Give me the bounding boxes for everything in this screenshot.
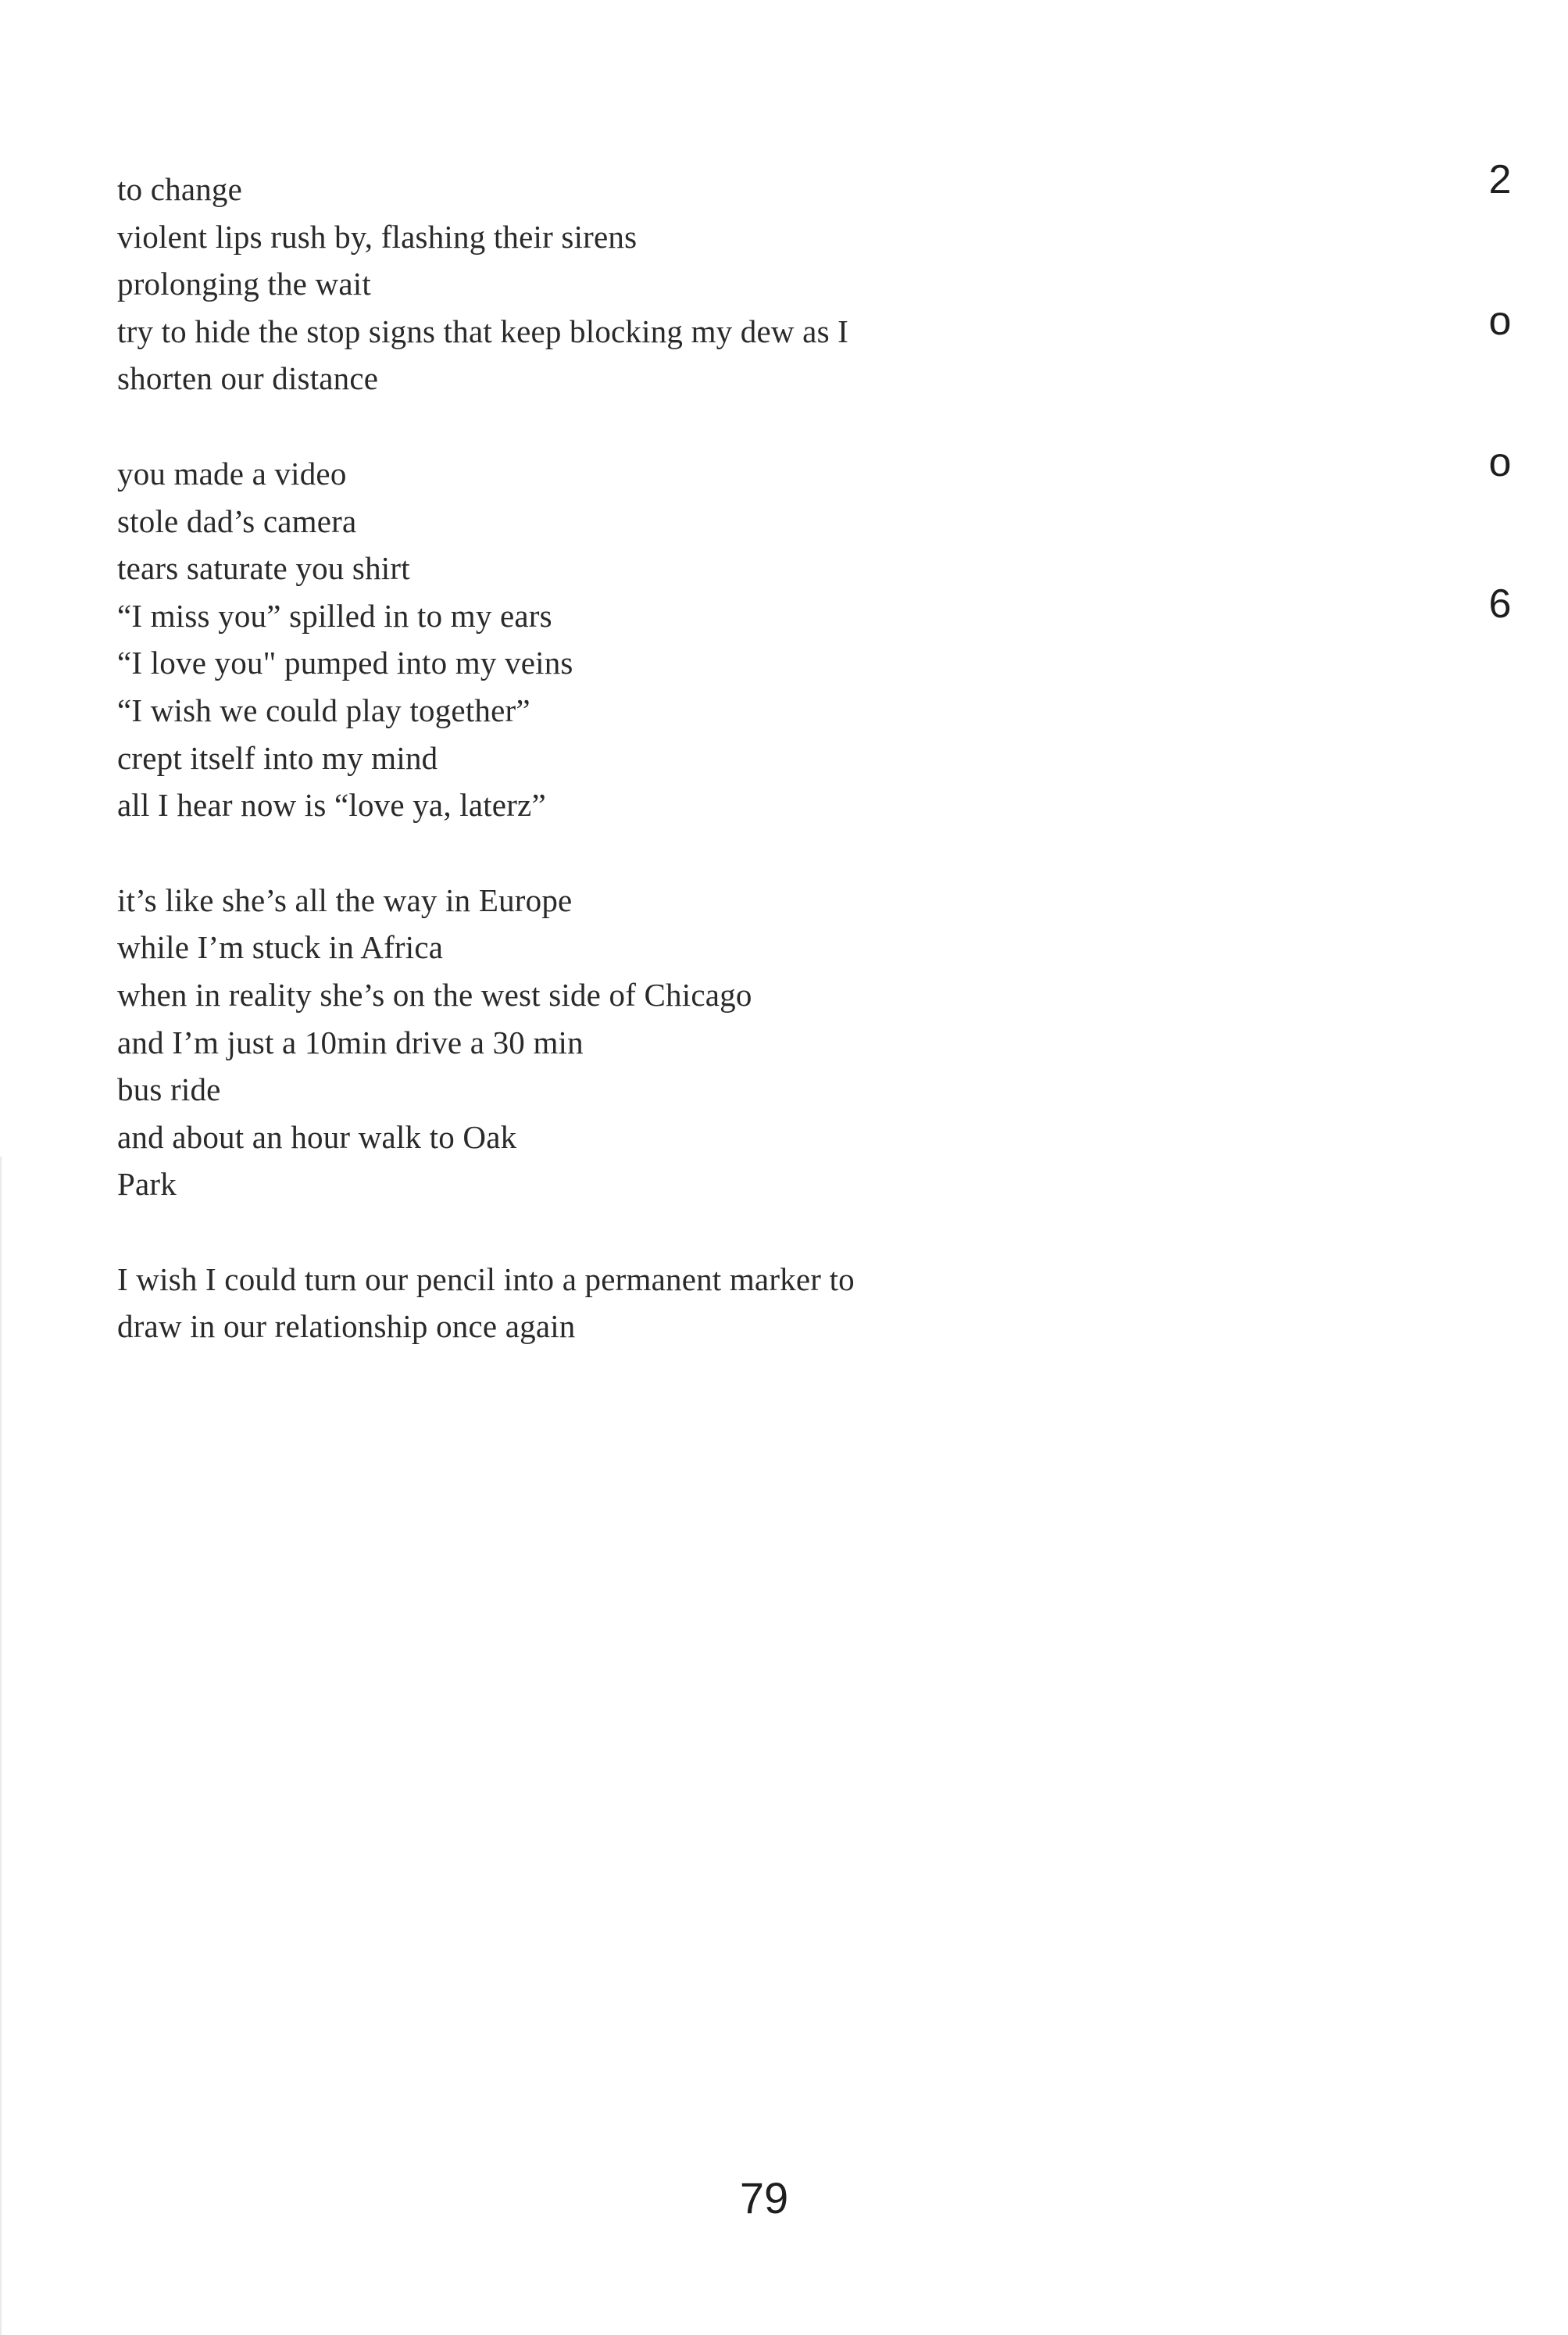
poem-line: all I hear now is “love ya, laterz” (117, 787, 546, 824)
year-digit: o (1488, 299, 1512, 344)
poem-line: violent lips rush by, flashing their sirens (117, 218, 638, 255)
poem-line: “I miss you” spilled in to my ears (117, 597, 552, 634)
stanza-4 (117, 1256, 1094, 1350)
poem-line: tears saturate you shirt (117, 550, 410, 587)
binding-edge (0, 1157, 2, 2335)
poem-line: and I’m just a 10min drive a 30 min (117, 1024, 584, 1060)
stanza-2 (117, 450, 1094, 829)
poem-line: you made a video (117, 455, 347, 492)
year-digit: 6 (1488, 581, 1512, 627)
poem-body (117, 166, 1094, 1350)
poem-line: bus ride (117, 1071, 221, 1108)
poem-line: shorten our distance (117, 360, 379, 397)
poem-line: it’s like she’s all the way in Europe (117, 881, 573, 918)
poem-line: draw in our relationship once again (117, 1308, 576, 1345)
poem-line: I wish I could turn our pencil into a permanent marker to (117, 1260, 855, 1297)
poem-line: try to hide the stop signs that keep blocking my dew as I (117, 313, 849, 349)
year-digit: 2 (1488, 157, 1512, 202)
poem-line: Park (117, 1166, 177, 1203)
page-number: 79 (739, 2173, 789, 2222)
poem-line: “I wish we could play together” (117, 692, 530, 728)
stanza-3 (117, 877, 1094, 1208)
poem-line: while I’m stuck in Africa (117, 929, 444, 966)
poem-line: stole dad’s camera (117, 502, 357, 539)
poem-line: when in reality she’s on the west side of Chicago (117, 976, 752, 1013)
poem-line: crept itself into my mind (117, 739, 438, 776)
stanza-1 (117, 166, 1094, 402)
poem-line: prolonging the wait (117, 266, 371, 302)
poem-line: “I love you" pumped into my veins (117, 645, 573, 681)
year-vertical-marker (1469, 156, 1531, 722)
poem-line: to change (117, 171, 243, 207)
poem-line: and about an hour walk to Oak (117, 1118, 517, 1155)
year-digit: o (1488, 440, 1512, 485)
